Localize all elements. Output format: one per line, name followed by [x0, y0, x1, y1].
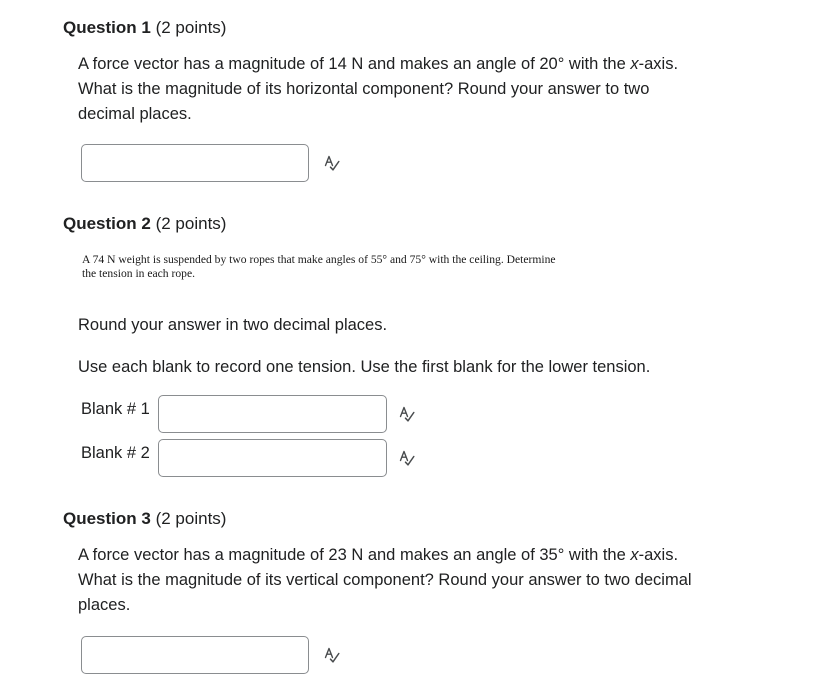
- question-2-image-line-1: A 74 N weight is suspended by two ropes that make angles of 55° and 75° with the ceiling. Determine: [82, 253, 556, 266]
- question-1-number: Question 1: [63, 18, 151, 37]
- question-1-prompt: [78, 52, 778, 127]
- question-2-image-line-2: the tension in each rope.: [82, 266, 195, 280]
- spellcheck-icon[interactable]: [398, 405, 416, 423]
- spellcheck-icon[interactable]: [323, 154, 341, 172]
- spellcheck-icon[interactable]: [323, 646, 341, 664]
- question-1-answer-input[interactable]: [81, 144, 309, 182]
- blank-1-label: Blank # 1: [81, 400, 150, 418]
- blank-2-label: Blank # 2: [81, 444, 150, 462]
- question-2-points: (2 points): [155, 214, 227, 233]
- question-2-heading: [63, 213, 226, 235]
- question-2-number: Question 2: [63, 214, 151, 233]
- question-1-heading: [63, 17, 226, 39]
- question-3-prompt: [78, 543, 798, 618]
- question-1-points: (2 points): [155, 18, 227, 37]
- question-2-problem-image: [82, 253, 622, 280]
- blank-1-input[interactable]: [158, 395, 387, 433]
- question-3-heading: [63, 508, 226, 530]
- question-3-line-3: places.: [78, 596, 131, 614]
- question-1-line-1: A force vector has a magnitude of 14 N and makes an angle of 20° with the x-axis.: [78, 55, 679, 73]
- spellcheck-icon[interactable]: [398, 449, 416, 467]
- question-3-answer-input[interactable]: [81, 636, 309, 674]
- question-1-line-2: What is the magnitude of its horizontal component? Round your answer to two: [78, 80, 650, 98]
- blank-2-input[interactable]: [158, 439, 387, 477]
- question-3-line-1: A force vector has a magnitude of 23 N and makes an angle of 35° with the x-axis.: [78, 546, 679, 564]
- question-2-instruction-1: Round your answer in two decimal places.: [78, 316, 388, 334]
- question-3-points: (2 points): [155, 509, 227, 528]
- question-1-line-3: decimal places.: [78, 105, 192, 123]
- question-3-number: Question 3: [63, 509, 151, 528]
- question-2-instruction-2: Use each blank to record one tension. Use the first blank for the lower tension.: [78, 358, 651, 376]
- question-3-line-2: What is the magnitude of its vertical component? Round your answer to two decimal: [78, 571, 692, 589]
